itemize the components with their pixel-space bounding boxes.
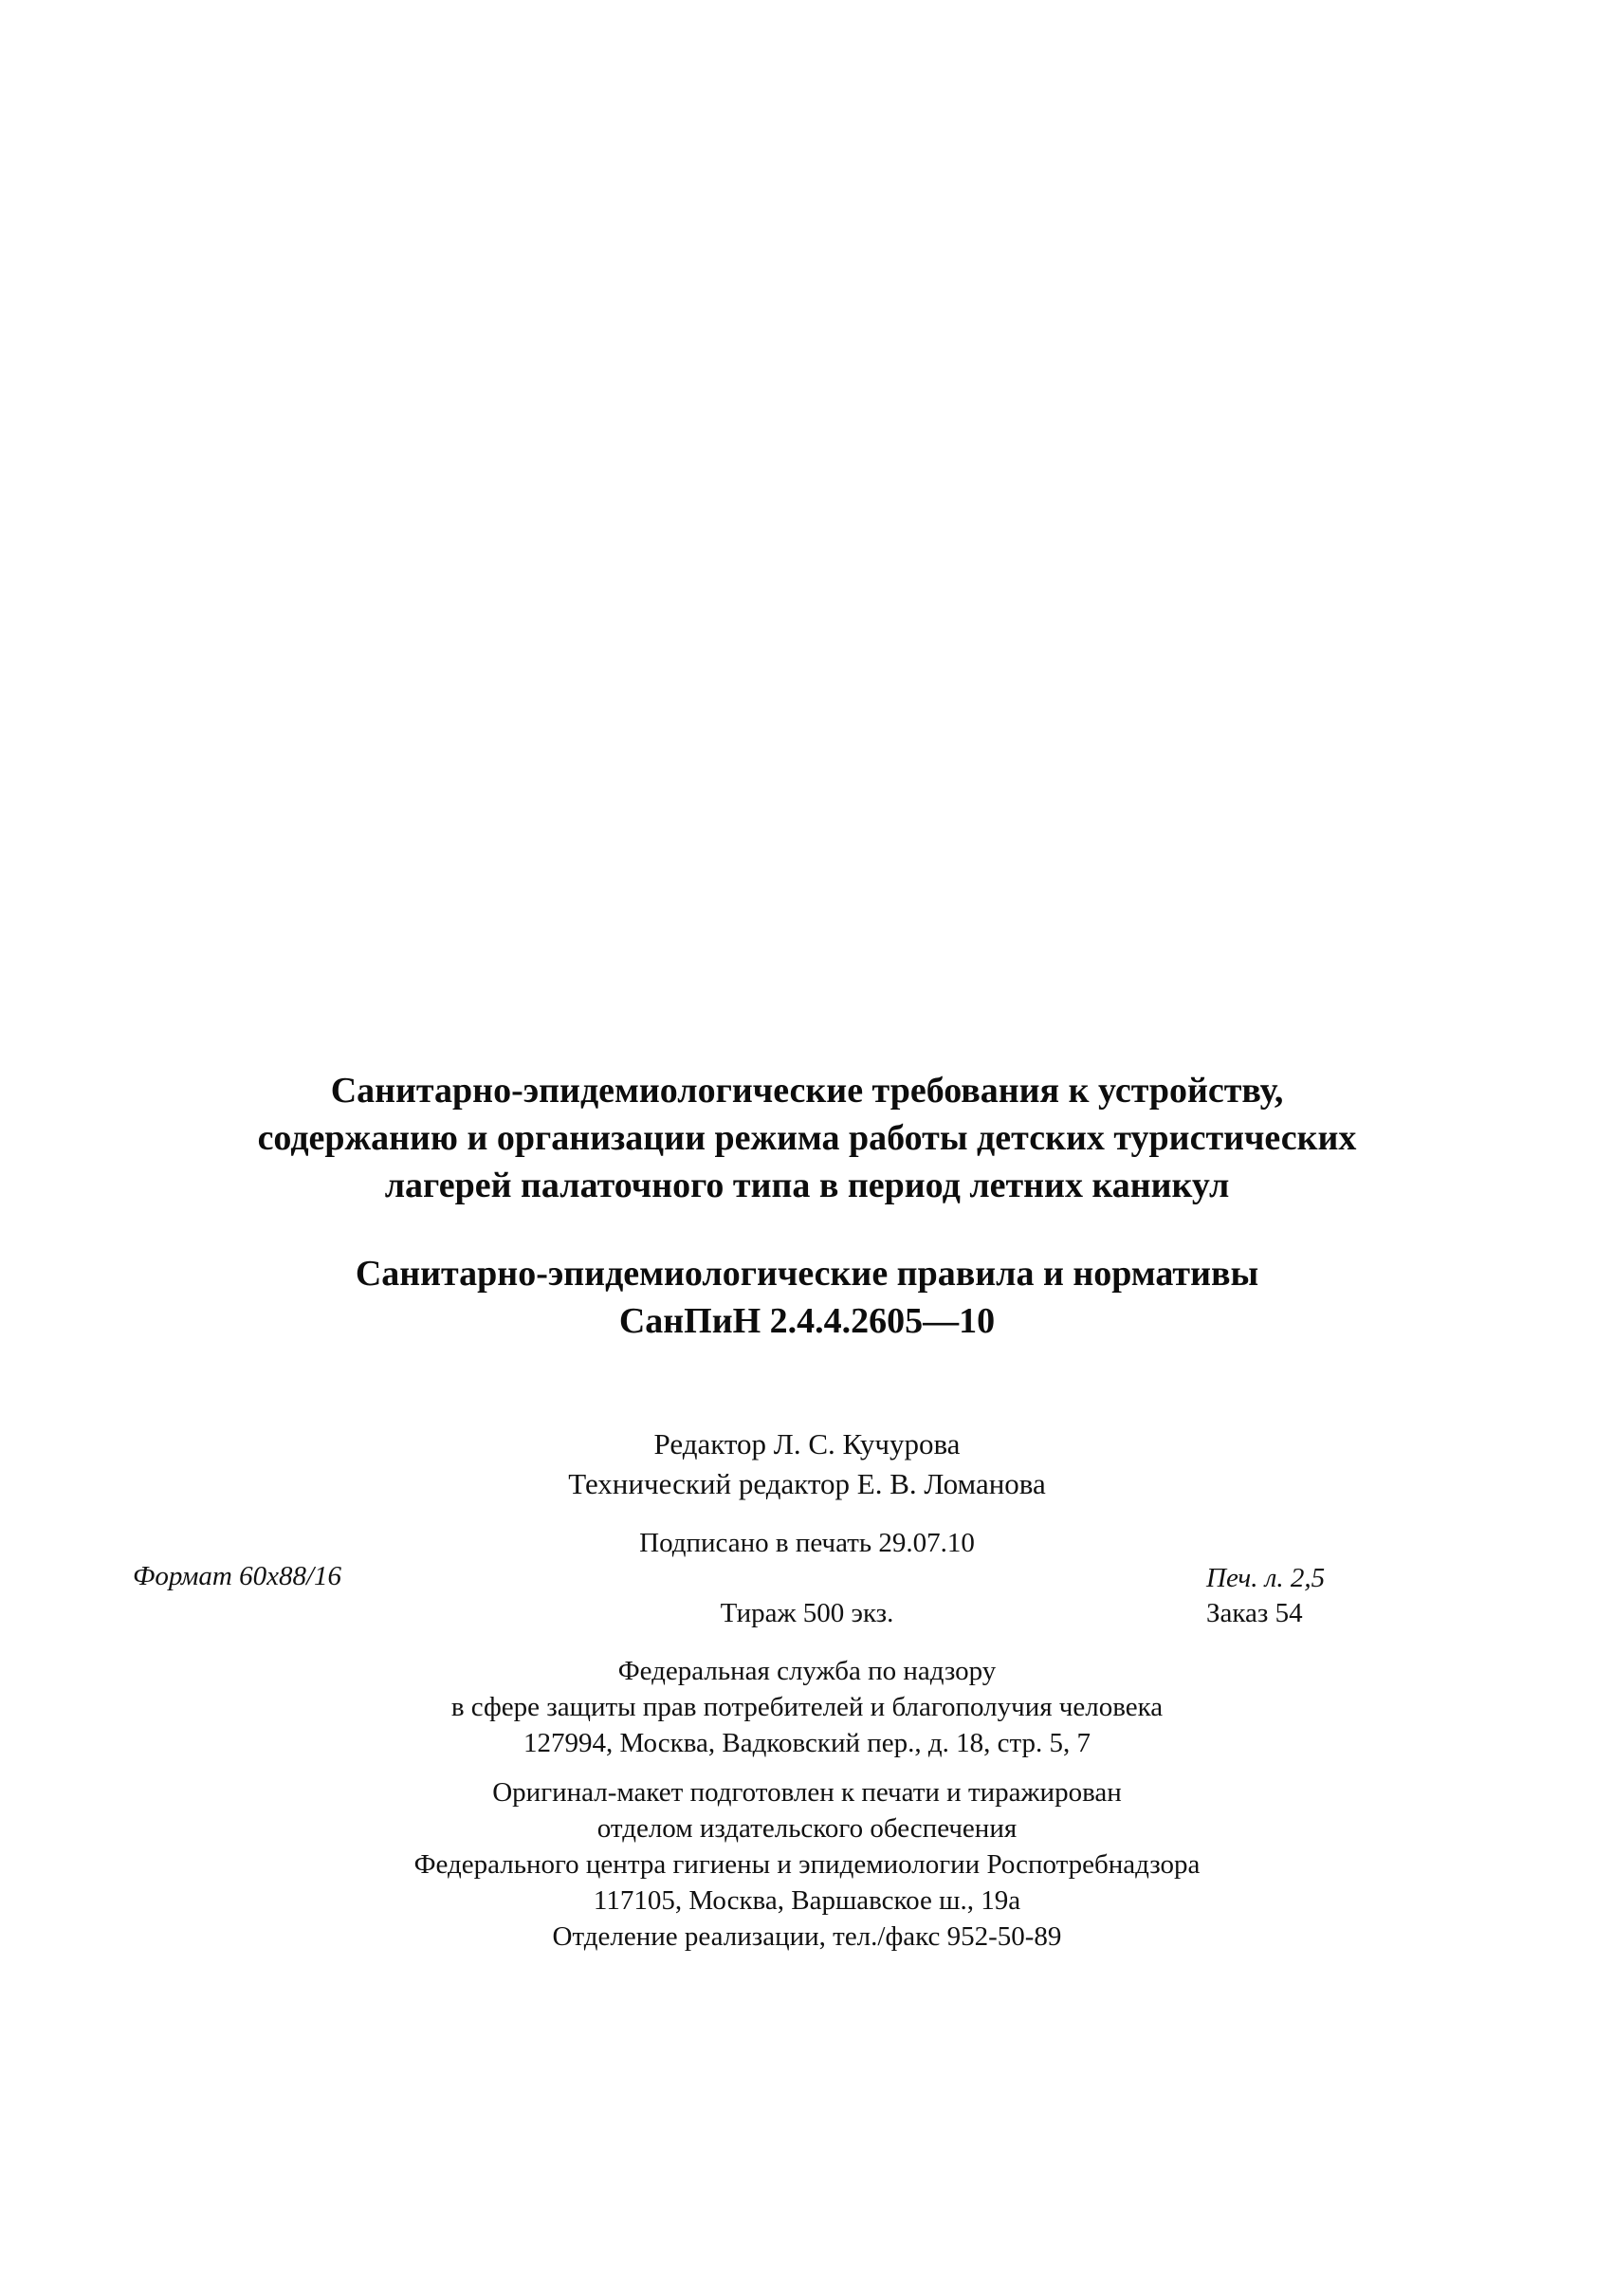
- publisher-line-1: Федеральная служба по надзору: [617, 1656, 997, 1686]
- signed-to-print: Подписано в печать 29.07.10: [639, 1528, 975, 1558]
- document-title: [0, 1067, 1614, 1209]
- publisher-line-2: в сфере защиты прав потребителей и благополучия человека: [450, 1692, 1164, 1722]
- title-line-1: Санитарно-эпидемиологические требования к устройству,: [330, 1071, 1284, 1111]
- print-run: Тираж 500 экз.: [720, 1598, 894, 1628]
- credits-block: [0, 1424, 1614, 1504]
- document-subtitle: [0, 1250, 1614, 1345]
- editor-credit: Редактор Л. С. Кучурова: [653, 1427, 961, 1460]
- publisher-block: [0, 1653, 1614, 1761]
- print-info-line-1: Оригинал-макет подготовлен к печати и тиражирован: [492, 1777, 1122, 1808]
- printed-sheets: Печ. л. 2,5: [1206, 1563, 1326, 1593]
- sales-contact: Отделение реализации, тел./факс 952-50-89: [552, 1921, 1062, 1952]
- print-info-line-3: Федерального центра гигиены и эпидемиологии Роспотребнадзора: [413, 1849, 1201, 1880]
- order-number: Заказ 54: [1206, 1598, 1303, 1628]
- print-info-address: 117105, Москва, Варшавское ш., 19а: [593, 1885, 1021, 1916]
- publisher-address: 127994, Москва, Вадковский пер., д. 18, стр. 5, 7: [523, 1728, 1091, 1758]
- title-line-3: лагерей палаточного типа в период летних каникул: [384, 1166, 1230, 1205]
- title-line-2: содержанию и организации режима работы детских туристических: [257, 1118, 1357, 1158]
- print-info-block: [0, 1774, 1614, 1955]
- subtitle-line-2: СанПиН 2.4.4.2605—10: [618, 1301, 996, 1341]
- paper-format: Формат 60х88/16: [133, 1561, 342, 1591]
- print-info-line-2: отделом издательского обеспечения: [596, 1813, 1018, 1844]
- subtitle-line-1: Санитарно-эпидемиологические правила и нормативы: [355, 1254, 1259, 1294]
- tech-editor-credit: Технический редактор Е. В. Ломанова: [568, 1467, 1046, 1500]
